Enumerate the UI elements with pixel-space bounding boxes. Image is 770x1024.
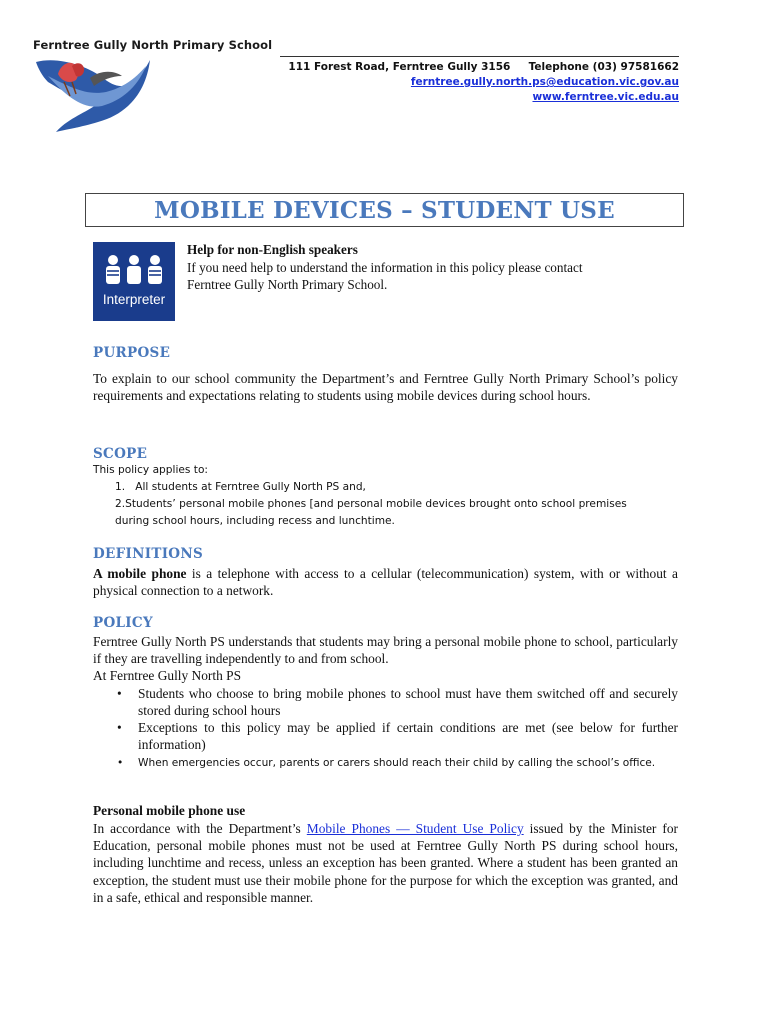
policy-block — [93, 633, 678, 772]
purpose-heading: PURPOSE — [93, 345, 171, 361]
policy-bullet-2: • Exceptions to this policy may be applied if certain conditions are met (see below for further information) — [93, 719, 678, 753]
title-box — [85, 193, 684, 227]
help-heading: Help for non-English speakers — [187, 242, 358, 257]
scope-item-2: 2.Students’ personal mobile phones [and personal mobile devices brought onto school premises — [115, 498, 627, 510]
personal-use-text — [93, 820, 678, 906]
email-link[interactable]: ferntree.gully.north.ps@education.vic.gov.au — [410, 76, 679, 88]
help-block — [187, 241, 583, 294]
help-line-1: If you need help to understand the information in this policy please contact — [187, 259, 583, 275]
interpreter-icon — [93, 242, 175, 321]
policy-heading: POLICY — [93, 615, 153, 631]
address-line: 111 Forest Road, Ferntree Gully 3156 Telephone (03) 97581662 — [288, 61, 679, 73]
mobile-phones-policy-link[interactable]: Mobile Phones — Student Use Policy — [306, 821, 524, 836]
contact-block — [288, 60, 679, 105]
personal-use-text-before: In accordance with the Department’s — [93, 821, 307, 836]
personal-use-text-after: issued by the Minister for Education, personal mobile phones must not be used at Ferntree Gully North PS during school hours, including lunchtime and recess, unless an exception has been granted. Where a student has been granted an exception, the student must use their mobile phone for the purpose for which the exception was granted, and in a safe, ethical and responsible manner. — [93, 821, 678, 905]
scope-intro: This policy applies to: — [93, 464, 209, 476]
policy-at-line: At Ferntree Gully North PS — [93, 668, 242, 684]
interpreter-label: Interpreter — [102, 292, 166, 307]
definitions-text — [93, 565, 678, 599]
policy-bullets — [93, 685, 678, 773]
header-divider — [280, 56, 679, 57]
personal-use-heading: Personal mobile phone use — [93, 803, 246, 818]
purpose-text: To explain to our school community the Department’s and Ferntree Gully North Primary School’s policy requirements and expectations relating to students using mobile devices during school hours. — [93, 371, 678, 404]
page-title: MOBILE DEVICES – STUDENT USE — [154, 196, 615, 224]
policy-bullet-1: • Students who choose to bring mobile phones to school must have them switched off and securely stored during school hours — [93, 685, 678, 719]
definition-body: is a telephone with access to a cellular (telecommunication) system, with or without a physical connection to a network. — [93, 566, 678, 599]
definition-term: A mobile phone — [93, 566, 187, 581]
website-link[interactable]: www.ferntree.vic.edu.au — [532, 91, 679, 103]
school-logo — [28, 52, 158, 132]
scope-block — [93, 462, 683, 530]
help-line-2: Ferntree Gully North Primary School. — [187, 277, 388, 292]
scope-heading: SCOPE — [93, 446, 148, 462]
policy-bullet-3: • When emergencies occur, parents or carers should reach their child by calling the school’s office. — [93, 755, 678, 772]
definitions-heading: DEFINITIONS — [93, 546, 204, 562]
policy-paragraph: Ferntree Gully North PS understands that students may bring a personal mobile phone to school, particularly if they are travelling independently to and from school. — [93, 634, 678, 667]
school-name: Ferntree Gully North Primary School — [33, 38, 273, 52]
scope-item-2-cont: during school hours, including recess and lunchtime. — [115, 515, 395, 527]
scope-item-1: 1. All students at Ferntree Gully North PS and, — [115, 481, 366, 493]
interpreter-people-icon — [93, 242, 175, 321]
